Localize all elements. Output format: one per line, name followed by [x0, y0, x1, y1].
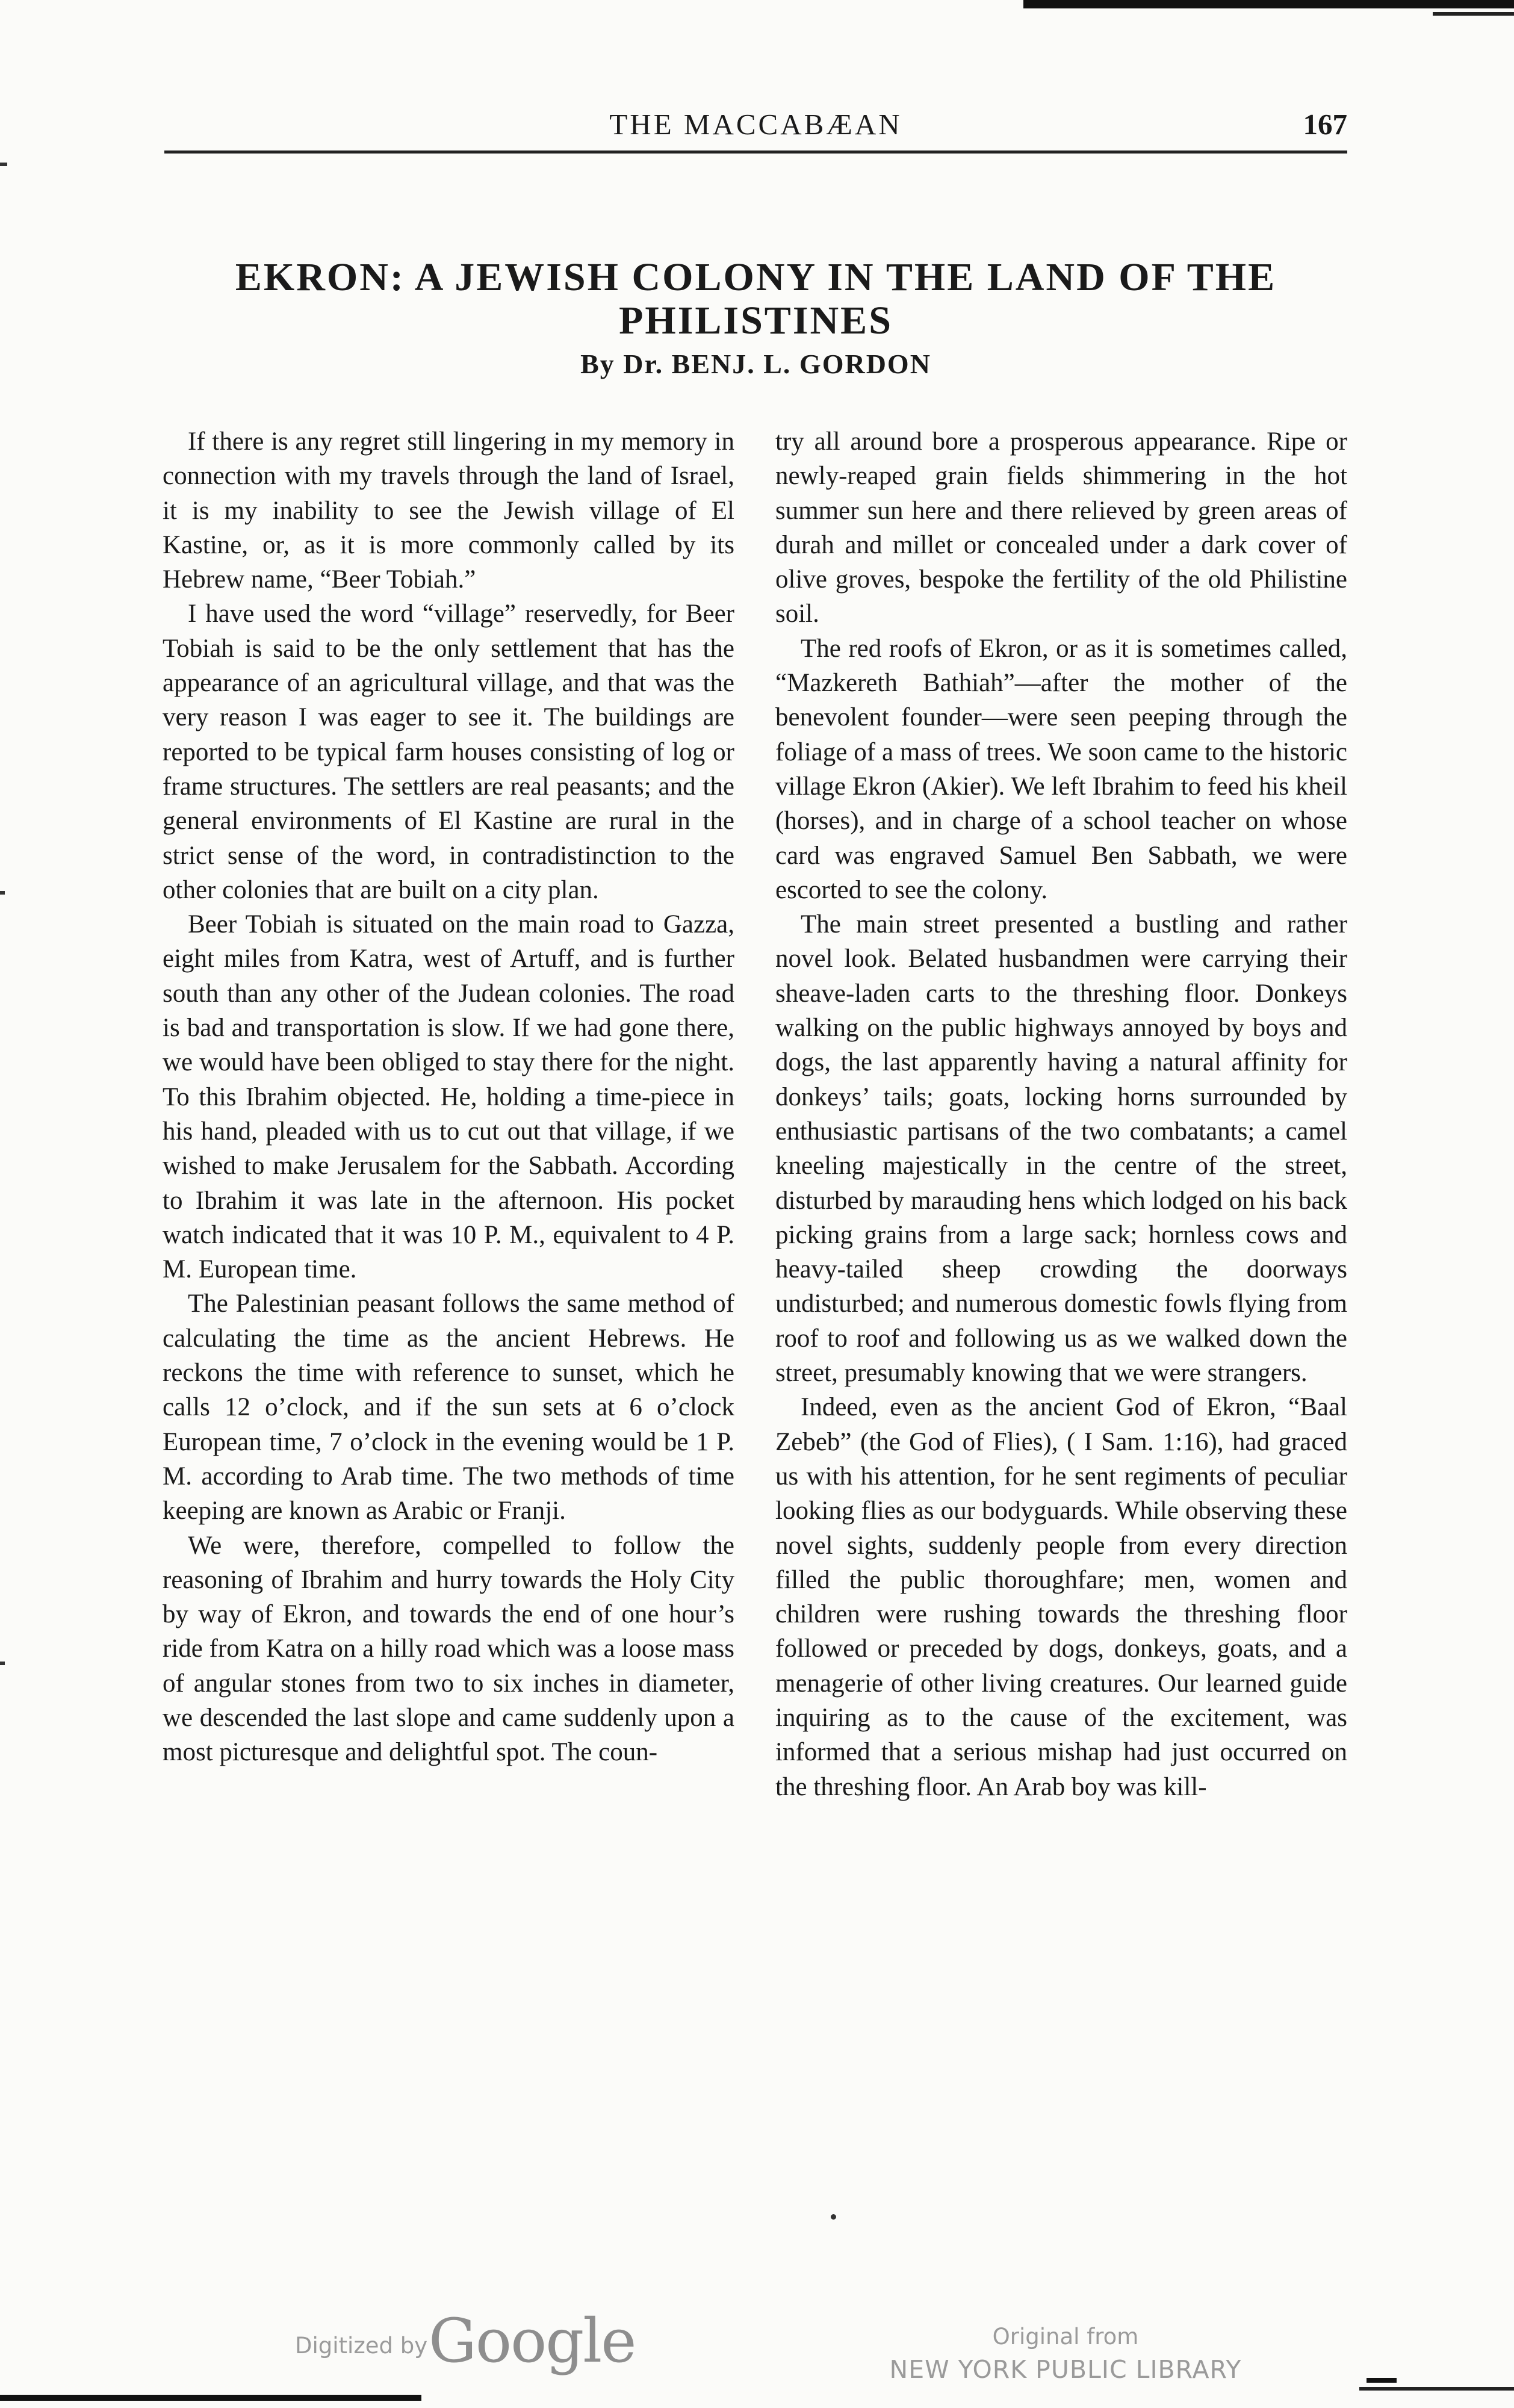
scan-edge-mark [1023, 0, 1514, 8]
right-column [775, 424, 1347, 1804]
paragraph: We were, therefore, compelled to follow the reasoning of Ibrahim and hurry towards the Holy City by way of Ekron, and towards the end of one hour’s ride from Katra on a hilly road which was a loose mass of angular stones from two to six inches in diameter, we descended the last slope and came suddenly upon a most picturesque and delightful spot. The coun- [163, 1531, 734, 1767]
paragraph: The Palestinian peasant follows the same method of calculating the time as the ancient Hebrews. He reckons the time with reference to sunset, which he calls 12 o’clock, and if the sun sets at 6 o’clock European time, 7 o’clock in the evening would be 1 P. M. according to Arab time. The two methods of time keeping are known as Arabic or Franji. [163, 1289, 734, 1525]
paragraph: Indeed, even as the ancient God of Ekron, “Baal Zebeb” (the God of Flies), ( I Sam. 1:16), had graced us with his attention, for he sent regiments of peculiar looking flies as our bodyguards. While observing these novel sights, suddenly people from every direction filled the public thoroughfare; men, women and children were rushing towards the threshing floor followed or preceded by dogs, donkeys, goats, and a menagerie of other living creatures. Our learned guide inquiring as to the cause of the excitement, was informed that a serious mishap had just occurred on the threshing floor. An Arab boy was kill- [775, 1393, 1347, 1801]
scan-edge-mark [1359, 2387, 1514, 2391]
article-byline: By Dr. BENJ. L. GORDON [580, 349, 931, 379]
paragraph: The red roofs of Ekron, or as it is sometimes called, “Mazkereth Bathiah”—after the mother of the benevolent founder—were seen peeping through the foliage of a mass of trees. We soon came to the historic village Ekron (Akier). We left Ibrahim to feed his kheil (horses), and in charge of a school teacher on whose card was engraved Samuel Ben Sabbath, we were escorted to see the colony. [775, 634, 1347, 904]
paragraph: The main street presented a bustling and rather novel look. Belated husbandmen were carrying their sheave-laden carts to the threshing floor. Donkeys walking on the public highways annoyed by boys and dogs, the last apparently having a natural affinity for donkeys’ tails; goats, locking horns surrounded by enthusiastic partisans of the two combatants; a camel kneeling majestically in the centre of the street, disturbed by marauding hens which lodged on his back picking grains from a large sack; hornless cows and heavy-tailed sheep crowding the doorways undisturbed; and numerous domestic fowls flying from roof to roof and following us as we walked down the street, presumably knowing that we were strangers. [775, 910, 1347, 1388]
scan-edge-mark [1367, 2378, 1397, 2383]
paragraph: Beer Tobiah is situated on the main road to Gazza, eight miles from Katra, west of Artuff, and is further south than any other of the Judean colonies. The road is bad and transportation is slow. If we had gone there, we would have been obliged to stay there for the night. To this Ibrahim objected. He, holding a time-piece in his hand, pleaded with us to cut out that village, if we wished to make Jerusalem for the Sabbath. According to Ibrahim it was late in the afternoon. His pocket watch indicated that it was 10 P. M., equivalent to 4 P. M. European time. [163, 910, 734, 1284]
journal-title: THE MACCABÆAN [609, 108, 902, 141]
scan-edge-mark [1433, 12, 1514, 16]
digitized-by-label: Digitized by [295, 2333, 428, 2359]
article-title: EKRON: A JEWISH COLONY IN THE LAND OF THE PHILISTINES [235, 255, 1277, 343]
page-number: 167 [1303, 108, 1347, 141]
margin-mark [0, 891, 5, 895]
margin-mark [0, 1662, 5, 1665]
ink-speck [831, 2214, 836, 2220]
paragraph: I have used the word “village” reservedly, for Beer Tobiah is said to be the only settlement that has the appearance of an agricultural village, and that was the very reason I was eager to see it. The buildings are reported to be typical farm houses consisting of log or frame structures. The settlers are real peasants; and the general environments of El Kastine are rural in the strict sense of the word, in contradistinction to the other colonies that are built on a city plan. [163, 600, 734, 904]
scan-edge-mark [0, 2395, 421, 2401]
paragraph: If there is any regret still lingering in my memory in connection with my travels through the land of Israel, it is my inability to see the Jewish village of El Kastine, or, as it is more commonly called by its Hebrew name, “Beer Tobiah.” [163, 427, 734, 594]
google-watermark: Google [429, 2306, 636, 2376]
library-name: NEW YORK PUBLIC LIBRARY [889, 2355, 1242, 2384]
left-column [163, 424, 734, 1770]
running-head [164, 102, 1347, 154]
paragraph: try all around bore a prosperous appearance. Ripe or newly-reaped grain fields shimmering in the hot summer sun here and there relieved by green areas of durah and millet or concealed under a dark cover of olive groves, bespoke the fertility of the old Philistine soil. [775, 427, 1347, 628]
margin-mark [0, 163, 7, 166]
original-from-label: Original from [992, 2324, 1139, 2350]
